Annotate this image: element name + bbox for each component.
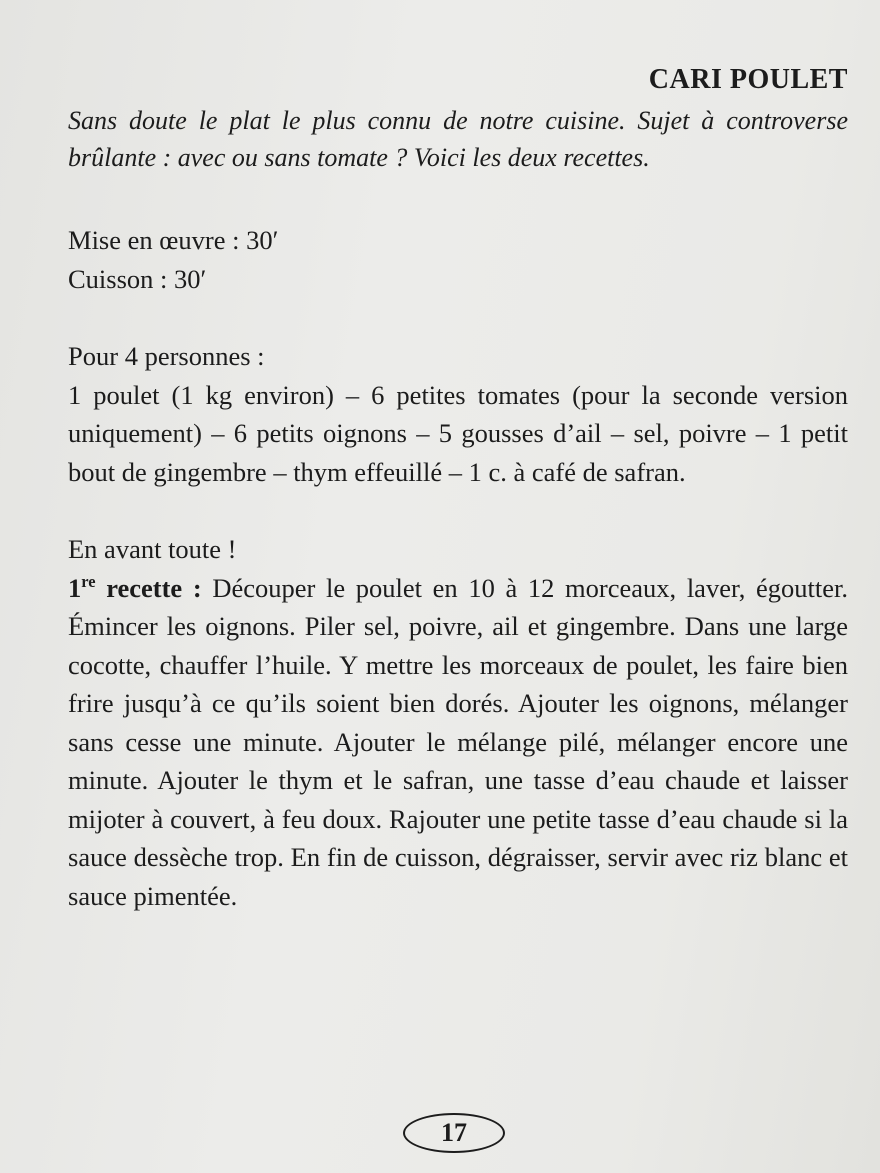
recipe-page [68, 60, 848, 915]
prep-time: Mise en œuvre : 30′ [68, 225, 279, 255]
method-heading: En avant toute ! [68, 534, 237, 564]
step-1-text: Découper le poulet en 10 à 12 morceaux, laver, égoutter. Émincer les oignons. Piler sel, poivre, ail et gingembre. Dans une large cocotte, chauffer l’huile. Y mettre les morceaux de poulet, les faire bien frire jusqu’à ce qu’ils soient bien dorés. Ajouter les oignons, mélanger sans cesse une minute. Ajouter le mélange pilé, mélanger encore une minute. Ajouter le thym et le safran, une tasse d’eau chaude et laisser mijoter à couvert, à feu doux. Rajouter une petite tasse d’eau chaude si la sauce dessèche trop. En fin de cuisson, dégraisser, servir avec riz blanc et sauce pimentée. [68, 572, 848, 911]
step-1-label-suffix: re [81, 571, 96, 591]
recipe-step-1 [68, 569, 848, 916]
ingredients-section [68, 337, 848, 491]
step-1-label [68, 573, 202, 603]
recipe-intro: Sans doute le plat le plus connu de notre cuisine. Sujet à controverse brûlante : avec ou sans tomate ? Voici les deux recettes. [68, 106, 848, 172]
recipe-title: CARI POULET [648, 64, 848, 95]
page-number: 17 [403, 1113, 505, 1153]
step-1-label-text: recette : [95, 572, 202, 603]
servings: Pour 4 personnes : [68, 341, 265, 371]
ingredient-list: 1 poulet (1 kg environ) – 6 petites tomates (pour la seconde version uniquement) – 6 petits oignons – 5 gousses d’ail – sel, poivre – 1 petit bout de gingembre – thym effeuillé – 1 c. à café de safran. [68, 379, 848, 487]
cook-time: Cuisson : 30′ [68, 263, 207, 294]
method-section [68, 530, 848, 915]
step-1-label-number: 1 [68, 572, 82, 603]
timing-section [68, 221, 848, 298]
